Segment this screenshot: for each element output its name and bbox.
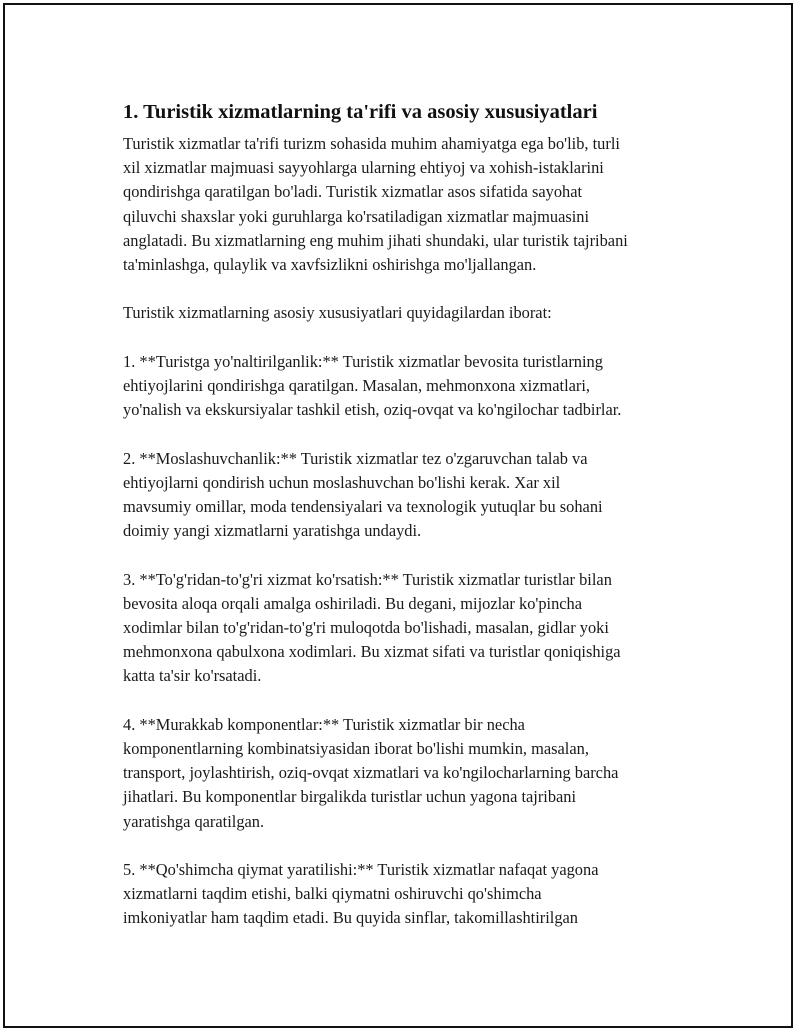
paragraph-line: mavsumiy omillar, moda tendensiyalari va texnologik yutuqlar bu sohani <box>123 497 603 516</box>
paragraph-line: 3. **To'g'ridan-to'g'ri xizmat ko'rsatish:** Turistik xizmatlar turistlar bilan <box>123 569 612 589</box>
paragraph-line: komponentlarning kombinatsiyasidan iborat bo'lishi mumkin, masalan, <box>123 739 589 758</box>
paragraph <box>123 350 703 423</box>
document-title: 1. Turistik xizmatlarning ta'rifi va asosiy xususiyatlari <box>123 101 598 123</box>
paragraph-line: yo'nalish va ekskursiyalar tashkil etish, oziq-ovqat va ko'ngilochar tadbirlar. <box>123 400 622 420</box>
paragraph <box>123 301 703 325</box>
paragraph-line: xil xizmatlar majmuasi sayyohlarga ularning ehtiyoj va xohish-istaklarini <box>123 158 604 178</box>
paragraph-line: Turistik xizmatlarning asosiy xususiyatlari quyidagilardan iborat: <box>123 303 552 323</box>
paragraph-line: ehtiyojlarini qondirishga qaratilgan. Masalan, mehmonxona xizmatlari, <box>123 376 591 395</box>
paragraph-list <box>123 132 703 931</box>
paragraph-line: xodimlar bilan to'g'ridan-to'g'ri muloqotda bo'lishadi, masalan, gidlar yoki <box>123 618 609 637</box>
paragraph-line: 2. **Moslashuvchanlik:** Turistik xizmatlar tez o'zgaruvchan talab va <box>123 448 588 468</box>
paragraph-line: 1. **Turistga yo'naltirilganlik:** Turistik xizmatlar bevosita turistlarning <box>123 351 603 371</box>
paragraph-line: mehmonxona qabulxona xodimlari. Bu xizmat sifati va turistlar qoniqishiga <box>123 642 621 662</box>
paragraph <box>123 858 703 931</box>
paragraph-line: katta ta'sir ko'rsatadi. <box>123 666 262 686</box>
paragraph-line: 4. **Murakkab komponentlar:** Turistik xizmatlar bir necha <box>123 714 525 734</box>
paragraph <box>123 132 703 277</box>
paragraph-line: anglatadi. Bu xizmatlarning eng muhim jihati shundaki, ular turistik tajribani <box>123 230 628 250</box>
paragraph-line: qiluvchi shaxslar yoki guruhlarga ko'rsatiladigan xizmatlar majmuasini <box>123 206 590 226</box>
paragraph-line: xizmatlarni taqdim etishi, balki qiymatni oshiruvchi qo'shimcha <box>123 884 542 904</box>
paragraph-line: ehtiyojlarni qondirish uchun moslashuvchan bo'lishi kerak. Xar xil <box>123 472 561 492</box>
paragraph-line: doimiy yangi xizmatlarni yaratishga undaydi. <box>123 521 422 541</box>
paragraph <box>123 568 703 689</box>
paragraph-line: imkoniyatlar ham taqdim etadi. Bu quyida sinflar, takomillashtirilgan <box>123 908 578 928</box>
paragraph <box>123 447 703 544</box>
paragraph-line: qondirishga qaratilgan bo'ladi. Turistik xizmatlar asos sifatida sayohat <box>123 182 583 202</box>
paragraph-line: yaratishga qaratilgan. <box>123 811 265 831</box>
paragraph <box>123 713 703 834</box>
document-body <box>123 98 703 955</box>
paragraph-line: jihatlari. Bu komponentlar birgalikda turistlar uchun yagona tajribani <box>123 787 577 807</box>
paragraph-line: 5. **Qo'shimcha qiymat yaratilishi:** Turistik xizmatlar nafaqat yagona <box>123 860 599 879</box>
paragraph-line: Turistik xizmatlar ta'rifi turizm sohasida muhim ahamiyatga ega bo'lib, turli <box>123 134 620 153</box>
document-page <box>3 3 793 1028</box>
paragraph-line: transport, joylashtirish, oziq-ovqat xizmatlari va ko'ngilocharlarning barcha <box>123 763 619 783</box>
paragraph-line: bevosita aloqa orqali amalga oshiriladi. Bu degani, mijozlar ko'pincha <box>123 593 583 613</box>
paragraph-line: ta'minlashga, qulaylik va xavfsizlikni oshirishga mo'ljallangan. <box>123 255 537 275</box>
